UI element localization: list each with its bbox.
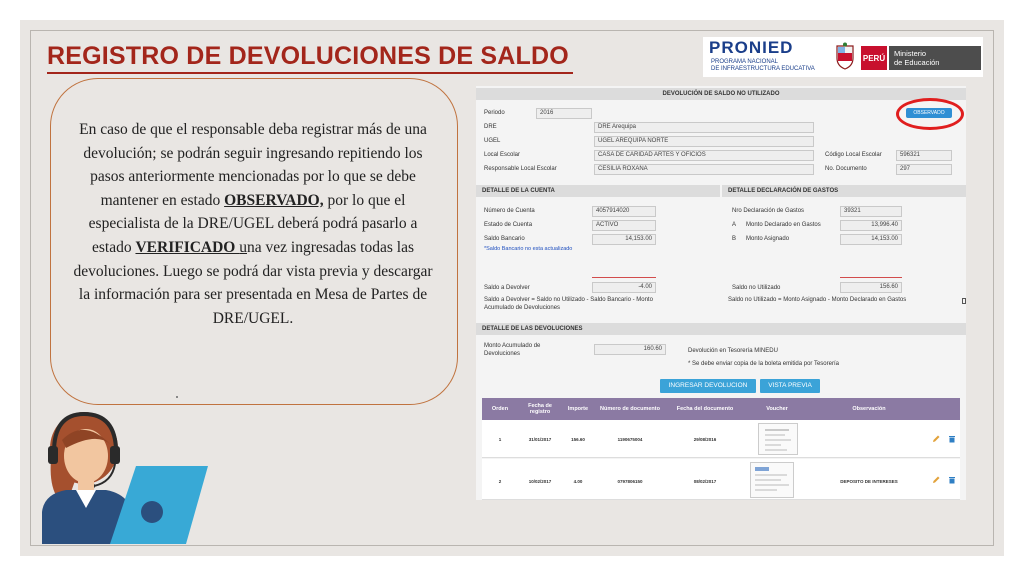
saldo-devolver-field[interactable]: -4.00	[592, 282, 656, 293]
title-underline	[47, 72, 573, 74]
nro-declaracion-label: Nro Declaración de Gastos	[732, 208, 805, 214]
doc-field[interactable]: 297	[896, 164, 952, 175]
periodo-label: Periodo	[484, 110, 505, 116]
dre-label: DRE	[484, 124, 497, 130]
cuenta-section-header: DETALLE DE LA CUENTA	[476, 185, 720, 197]
ministry-label	[889, 46, 981, 70]
cell-fecha: 31/01/2017	[528, 437, 552, 442]
tesoreria-label: Devolución en Tesorería MINEDU	[688, 348, 778, 354]
body-part2: por lo que el especialista de la DRE/UGEL deberá podrá pasarlo a estado	[88, 191, 418, 256]
observado-term: OBSERVADO,	[224, 191, 324, 209]
delete-icon[interactable]	[948, 476, 956, 484]
periodo-field[interactable]: 2016	[536, 108, 592, 119]
monto-declarado-label: Monto Declarado en Gastos	[746, 222, 821, 228]
col-fecha-registro: Fecha de registro	[528, 403, 552, 415]
gastos-section-header: DETALLE DECLARACIÓN DE GASTOS	[722, 185, 966, 197]
verificado-term: VERIFICADO	[135, 238, 240, 256]
cell-observacion: DEPOSITO DE INTERESES	[840, 479, 898, 484]
monto-asignado-prefix: B	[732, 236, 737, 242]
peru-label: PERÚ	[861, 46, 887, 70]
resp-field[interactable]: CESILIA ROXANA	[594, 164, 814, 175]
form-header: DEVOLUCIÓN DE SALDO NO UTILIZADO	[476, 88, 966, 100]
monto-declarado-field[interactable]: 13,996.40	[840, 220, 902, 231]
decorative-dot	[176, 396, 178, 398]
dre-field[interactable]: DRE Arequipa	[594, 122, 814, 133]
body-part1: En caso de que el responsable deba registrar más de una devolución; se podrán seguir ingresando repitiendo los pasos anteriormente mencionadas por lo que se debe mantener en estado	[79, 121, 427, 209]
col-voucher: Voucher	[766, 406, 788, 412]
ministry-line1: Ministerio	[894, 49, 927, 58]
edit-icon[interactable]	[932, 435, 940, 443]
devolver-underline	[592, 277, 656, 278]
cell-importe: 4.00	[573, 479, 583, 484]
col-importe: Importe	[567, 406, 589, 412]
ingresar-devolucion-button[interactable]: INGRESAR DEVOLUCION	[660, 379, 756, 393]
monto-declarado-prefix: A	[732, 222, 737, 228]
peru-shield-icon	[834, 42, 856, 70]
highlight-circle	[896, 98, 964, 130]
saldo-bancario-field[interactable]: 14,153.00	[592, 234, 656, 245]
col-numero-documento: Número de documento	[600, 406, 660, 412]
devoluciones-section-header: DETALLE DE LAS DEVOLUCIONES	[476, 323, 966, 335]
saldo-devolver-label: Saldo a Devolver	[484, 285, 530, 291]
cell-numero: 0797806150	[617, 479, 643, 484]
scrollbar-handle[interactable]	[962, 298, 966, 304]
vista-previa-button[interactable]: VISTA PREVIA	[760, 379, 820, 393]
saldo-no-utilizado-field[interactable]: 156.60	[840, 282, 902, 293]
monto-acumulado-label-2: Devoluciones	[484, 351, 521, 357]
cell-orden: 2	[498, 479, 502, 484]
cell-importe: 156.60	[571, 437, 585, 442]
saldo-bancario-label: Saldo Bancario	[484, 236, 525, 242]
instructions-text	[72, 118, 434, 330]
support-agent-illustration	[36, 408, 226, 544]
logo-banner	[703, 37, 983, 77]
no-utilizado-underline	[840, 277, 902, 278]
col-observacion: Observación	[852, 406, 886, 412]
local-label: Local Escolar	[484, 152, 521, 158]
devolver-formula-2: Acumulado de Devoluciones	[484, 305, 561, 311]
cell-numero: 1190675004	[617, 437, 643, 442]
monto-acumulado-field[interactable]: 160.60	[594, 344, 666, 355]
saldo-note: *Saldo Bancario no esta actualizado	[484, 246, 573, 252]
pronied-sub-line1: PROGRAMA NACIONAL	[711, 59, 779, 65]
table-row	[482, 420, 960, 458]
saldo-no-utilizado-label: Saldo no Utilizado	[732, 285, 781, 291]
form-screenshot	[476, 86, 966, 500]
numero-cuenta-field[interactable]: 4057914020	[592, 206, 656, 217]
cell-fecha: 10/02/2017	[528, 479, 552, 484]
ministry-line2: de Educación	[894, 58, 940, 67]
status-badge: OBSERVADO	[906, 108, 952, 118]
col-fecha-documento: Fecha del documento	[676, 406, 734, 412]
no-utilizado-formula: Saldo no Utilizado = Monto Asignado - Monto Declarado en Gastos	[728, 297, 907, 303]
tesoreria-note: * Se debe enviar copia de la boleta emitida por Tesorería	[688, 361, 839, 367]
pronied-sub-line2: DE INFRAESTRUCTURA EDUCATIVA	[711, 66, 815, 72]
estado-cuenta-field[interactable]: ACTIVO	[592, 220, 656, 231]
nro-declaracion-field[interactable]: 39321	[840, 206, 902, 217]
voucher-image-icon	[759, 424, 799, 456]
codigo-label: Código Local Escolar	[825, 152, 882, 158]
monto-acumulado-label-1: Monto Acumulado de	[484, 343, 541, 349]
edit-icon[interactable]	[932, 476, 940, 484]
body-u: u	[239, 238, 247, 256]
delete-icon[interactable]	[948, 435, 956, 443]
slide-title: REGISTRO DE DEVOLUCIONES DE SALDO	[47, 42, 569, 70]
voucher-thumbnail[interactable]	[758, 423, 798, 455]
cell-orden: 1	[498, 437, 502, 442]
devolver-formula: Saldo a Devolver = Saldo no Utilizado - Saldo Bancario - Monto	[484, 297, 653, 303]
local-field[interactable]: CASA DE CARIDAD ARTES Y OFICIOS	[594, 150, 814, 161]
voucher-thumbnail[interactable]	[750, 462, 794, 498]
numero-cuenta-label: Número de Cuenta	[484, 208, 535, 214]
ugel-label: UGEL	[484, 138, 501, 144]
resp-label: Responsable Local Escolar	[484, 166, 557, 172]
pronied-subtitle	[711, 59, 821, 73]
cell-fecha-doc: 29/08/2016	[693, 437, 717, 442]
ugel-field[interactable]: UGEL AREQUIPA NORTE	[594, 136, 814, 147]
pronied-logo: PRONIED	[709, 38, 794, 57]
devoluciones-table-header	[482, 398, 960, 420]
codigo-field[interactable]: 596321	[896, 150, 952, 161]
cell-fecha-doc: 08/02/2017	[693, 479, 717, 484]
monto-asignado-label: Monto Asignado	[746, 236, 790, 242]
monto-asignado-field[interactable]: 14,153.00	[840, 234, 902, 245]
voucher-image-icon	[751, 463, 795, 499]
body-part3: na vez ingresadas todas las devoluciones. Luego se podrá dar vista previa y descargar la información para ser presentada en Mesa de Partes de DRE/UGEL.	[73, 238, 433, 327]
doc-label: No. Documento	[825, 166, 867, 172]
table-row	[482, 459, 960, 500]
estado-cuenta-label: Estado de Cuenta	[484, 222, 533, 228]
col-orden: Orden	[491, 406, 509, 412]
